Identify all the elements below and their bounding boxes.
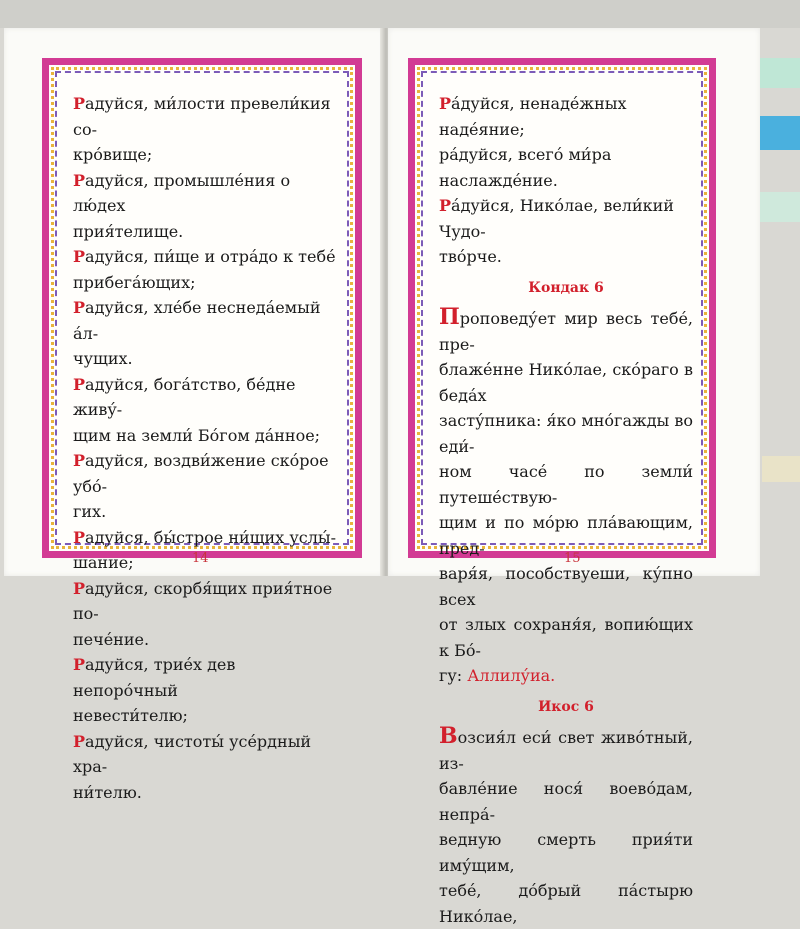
left-stanza-line-text: адуйся, скорбя́щих прия́тное по- [73, 578, 333, 623]
left-stanza-line-text: прибега́ющих; [73, 272, 196, 292]
left-stanza-line [73, 372, 339, 423]
side-tab-tan [762, 456, 800, 482]
left-stanza-initial: Р [73, 298, 86, 317]
left-stanza-initial: Р [73, 731, 86, 751]
left-stanza-line-text: адуйся, хле́бе неснеда́емый а́л- [73, 298, 321, 343]
left-stanza-initial: Р [73, 170, 86, 190]
right-stanza-line [439, 193, 693, 244]
ikos-line: ведную смерть прия́ти иму́щим, [439, 830, 693, 875]
ikos-line: тебе́, до́брый па́стырю Нико́лае, [439, 881, 693, 926]
left-stanza-line [73, 499, 339, 525]
left-stanza-initial: Р [73, 451, 86, 470]
left-stanza-line-text: адуйся, ми́лости превели́кия со- [73, 94, 331, 139]
ikos-heading: Икос 6 [538, 698, 594, 715]
left-stanza-line-text: невести́телю; [73, 706, 188, 725]
left-page [4, 28, 384, 802]
left-stanza-initial: Р [73, 94, 86, 113]
left-stanza-line-text: шание; [73, 553, 134, 572]
kontak-line: варя́я, пособствуеши, ку́пно всех [439, 564, 693, 609]
side-tab-mint-2 [760, 192, 800, 222]
left-stanza-line [73, 423, 339, 449]
left-stanza-line [73, 729, 339, 780]
ikos-line: бавле́ние нося́ воево́дам, непра́- [439, 779, 693, 824]
right-stanza-line [439, 142, 693, 193]
right-stanza-line-text: ра́дуйся, всего́ ми́ра наслажде́ние. [439, 145, 612, 190]
left-stanza-initial: Р [73, 655, 86, 674]
ikos-initial: В [439, 723, 458, 749]
left-stanza-line [73, 295, 339, 346]
kontak-line: ном часе́ по земли́ путеше́ствую- [439, 462, 693, 507]
kontak-line: от злых сохраня́я, вопию́щих к Бо́- [439, 615, 693, 660]
left-stanza-initial: Р [73, 374, 86, 394]
left-stanza-line-text: прия́телище. [73, 221, 184, 241]
left-stanza-line [73, 525, 339, 551]
right-stanza-line [439, 91, 693, 142]
kontak-text [439, 305, 693, 689]
left-stanza-initial: Р [73, 578, 86, 598]
side-tab-mint [760, 58, 800, 88]
left-stanza-initial: Р [73, 527, 86, 547]
page-number-left: 14 [192, 551, 209, 566]
right-stanza-line-text: а́дуйся, ненаде́жных наде́яние; [439, 94, 627, 139]
ikos-text [439, 724, 693, 929]
right-top-stanzas [439, 91, 693, 270]
left-stanza-line [73, 142, 339, 168]
left-stanza-line-text: чущих. [73, 349, 133, 368]
left-stanza-line [73, 168, 339, 219]
left-stanza-line-text: кро́вище; [73, 145, 153, 164]
left-stanza-initial: Р [73, 247, 86, 266]
scan-background-top [0, 0, 800, 28]
left-stanza-line [73, 346, 339, 372]
kontak-line: щим и по мо́рю пла́вающим, пред- [439, 513, 693, 558]
page-number-right: 15 [564, 551, 581, 566]
left-stanza-line-text: адуйся, бы́строе ни́щих услы́- [85, 527, 336, 547]
kontak-heading: Кондак 6 [528, 279, 604, 296]
kontak-line: роповеду́ет мир весь тебе́, пре- [439, 309, 693, 354]
left-stanza-line [73, 270, 339, 296]
kontak-line: засту́пника: я́ко мно́гажды во еди́- [439, 411, 694, 456]
kontak-line: блаже́нне Нико́лае, ско́раго в беда́х [439, 360, 693, 405]
left-stanza-line [73, 219, 339, 245]
right-page [388, 28, 760, 926]
left-stanza-line [73, 91, 339, 142]
kontak-alleluia: Аллилу́иа. [467, 666, 556, 685]
side-tab-blue [760, 116, 800, 150]
left-stanza-line-text: адуйся, промышле́ния о лю́дех [73, 170, 291, 215]
left-stanza-line-text: адуйся, чистоты́ усе́рдный хра- [73, 731, 312, 776]
left-stanza-line-text: адуйся, трие́х дев непоро́чный [73, 655, 236, 700]
left-stanza-line-text: ни́телю. [73, 782, 142, 802]
right-stanza-line-text: а́дуйся, Нико́лае, вели́кий Чудо- [439, 196, 674, 241]
left-stanza-line-text: адуйся, пи́ще и отра́до к тебе́ [85, 247, 336, 266]
left-stanza-line [73, 780, 339, 806]
ikos-line: озсия́л еси́ свет живо́тный, из- [439, 728, 693, 773]
left-stanza-line [73, 652, 339, 703]
left-stanza-line [73, 703, 339, 729]
left-stanza-line [73, 627, 339, 653]
left-stanza-line [73, 448, 339, 499]
left-stanza-line-text: адуйся, бога́тство, бе́дне живу́- [73, 374, 296, 419]
right-stanza-initial: Р [439, 196, 452, 215]
right-stanza-line [439, 244, 693, 270]
kontak-initial: П [439, 304, 460, 330]
kontak-last-plain: гу: [439, 666, 468, 685]
left-stanza-line-text: щим на земли́ Бо́гом да́нное; [73, 425, 321, 445]
right-stanza-line-text: тво́рче. [439, 247, 502, 266]
right-stanza-initial: Р [439, 94, 452, 113]
left-stanza-line-text: адуйся, воздви́жение ско́рое убо́- [73, 451, 329, 496]
left-stanza-line-text: гих. [73, 502, 107, 521]
left-stanza-line [73, 576, 339, 627]
left-stanza-line-text: пече́ние. [73, 629, 150, 649]
left-stanza-line [73, 244, 339, 270]
